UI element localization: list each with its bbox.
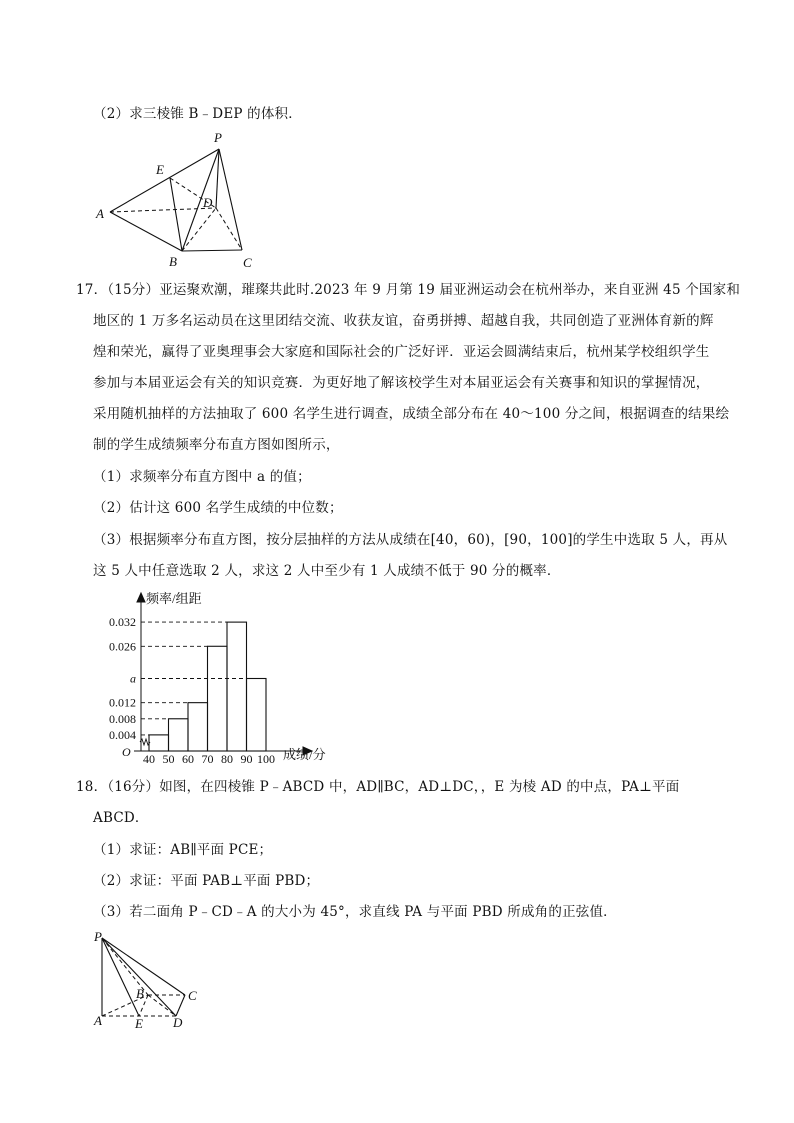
- label-B: B: [169, 254, 177, 269]
- q17-header: 17．（15分）亚运聚欢潮，璀璨共此时.2023 年 9 月第 19 届亚洲运动会在杭州举办，来自亚洲 45 个国家和: [76, 282, 741, 298]
- label-E: E: [156, 162, 164, 177]
- q17-part3-line1: （3）根据频率分布直方图，按分层抽样的方法从成绩在[40，60)，[90，100]的学生中选取 5 人，再从: [93, 532, 728, 548]
- x-tick-label: 80: [221, 752, 233, 766]
- q18-part3: （3）若二面角 P﹣CD﹣A 的大小为 45°，求直线 PA 与平面 PBD 所成角的正弦值．: [93, 904, 617, 920]
- label-C: C: [243, 255, 252, 270]
- q17-part1: （1）求频率分布直方图中 a 的值；: [93, 469, 311, 485]
- histogram-bar: [208, 646, 228, 751]
- frequency-histogram: [90, 590, 350, 766]
- q18-header: 18．（16分）如图，在四棱锥 P﹣ABCD 中，AD∥BC，AD⊥DC，，E 为棱 AD 的中点，PA⊥平面: [76, 779, 680, 795]
- q17-line-5: 制的学生成绩频率分布直方图如图所示，: [93, 437, 340, 453]
- edge-AD: [110, 208, 216, 212]
- label-A: A: [94, 1013, 102, 1028]
- x-tick-label: 70: [201, 752, 214, 766]
- q18-part1: （1）求证：AB∥平面 PCE；: [93, 842, 273, 858]
- q17-line-4: 采用随机抽样的方法抽取了 600 名学生进行调查，成绩全部分布在 40～100 分之间，根据调查的结果绘: [93, 406, 730, 422]
- label-P: P: [214, 130, 222, 145]
- label-P: P: [94, 929, 102, 944]
- label-D: D: [173, 1015, 183, 1030]
- label-B: B: [136, 986, 144, 1001]
- edge-BD: [182, 208, 216, 251]
- edge-BD: [148, 995, 176, 1016]
- pyramid-figure: [88, 926, 218, 1036]
- histogram-bar: [247, 679, 267, 752]
- q18-header-cont: ABCD．: [93, 810, 149, 826]
- edge-EB: [170, 178, 182, 251]
- x-tick-label: 50: [162, 752, 175, 766]
- tetrahedron-figure: [90, 128, 270, 270]
- y-axis-label: 频率/组距: [146, 591, 202, 606]
- y-tick-label: 0.008: [109, 711, 136, 726]
- histogram-bar: [149, 735, 169, 751]
- edge-DC: [216, 208, 242, 250]
- y-tick-label: a: [130, 671, 136, 686]
- edge-PC: [219, 149, 242, 250]
- y-tick-label: 0.012: [109, 695, 136, 710]
- q17-part2: （2）估计这 600 名学生成绩的中位数；: [93, 500, 343, 516]
- q17-line-2: 煌和荣光，赢得了亚奥理事会大家庭和国际社会的广泛好评．亚运会圆满结束后，杭州某学校组织学生: [93, 344, 710, 360]
- origin-label: O: [122, 745, 131, 759]
- q17-line-1: 地区的 1 万多名运动员在这里团结交流、收获友谊，奋勇拼搏、超越自我，共同创造了亚洲体育新的辉: [93, 313, 714, 329]
- q16-part2: （2）求三棱锥 B﹣DEP 的体积．: [93, 106, 302, 122]
- edge-PD: [102, 938, 176, 1016]
- edge-CD: [176, 995, 185, 1016]
- x-tick-label: 60: [182, 752, 194, 766]
- histogram-bar: [188, 703, 208, 751]
- edge-PD: [216, 149, 219, 208]
- q17-line-3: 参加与本届亚运会有关的知识竞赛．为更好地了解该校学生对本届亚运会有关赛事和知识的掌握情况，: [93, 375, 710, 391]
- x-tick-label: 100: [257, 752, 275, 766]
- x-axis-label: 成绩/分: [283, 747, 326, 762]
- label-C: C: [188, 988, 197, 1003]
- y-axis-arrow: [137, 593, 145, 602]
- edge-BC: [182, 250, 242, 251]
- y-tick-label: 0.004: [109, 727, 136, 742]
- q17-part3-line2: 这 5 人中任意选取 2 人，求这 2 人中至少有 1 人成绩不低于 90 分的概率．: [93, 563, 561, 579]
- y-tick-label: 0.032: [109, 615, 136, 630]
- x-tick-label: 90: [240, 752, 253, 766]
- y-tick-label: 0.026: [109, 639, 136, 654]
- label-D: D: [203, 195, 213, 210]
- q18-part2: （2）求证：平面 PAB⊥平面 PBD；: [93, 873, 320, 889]
- edge-AB: [110, 212, 182, 251]
- label-E: E: [135, 1016, 143, 1031]
- histogram-bar: [227, 622, 247, 751]
- label-A: A: [96, 206, 104, 221]
- edge-PB: [182, 149, 219, 251]
- histogram-bar: [169, 719, 189, 751]
- x-tick-label: 40: [143, 752, 155, 766]
